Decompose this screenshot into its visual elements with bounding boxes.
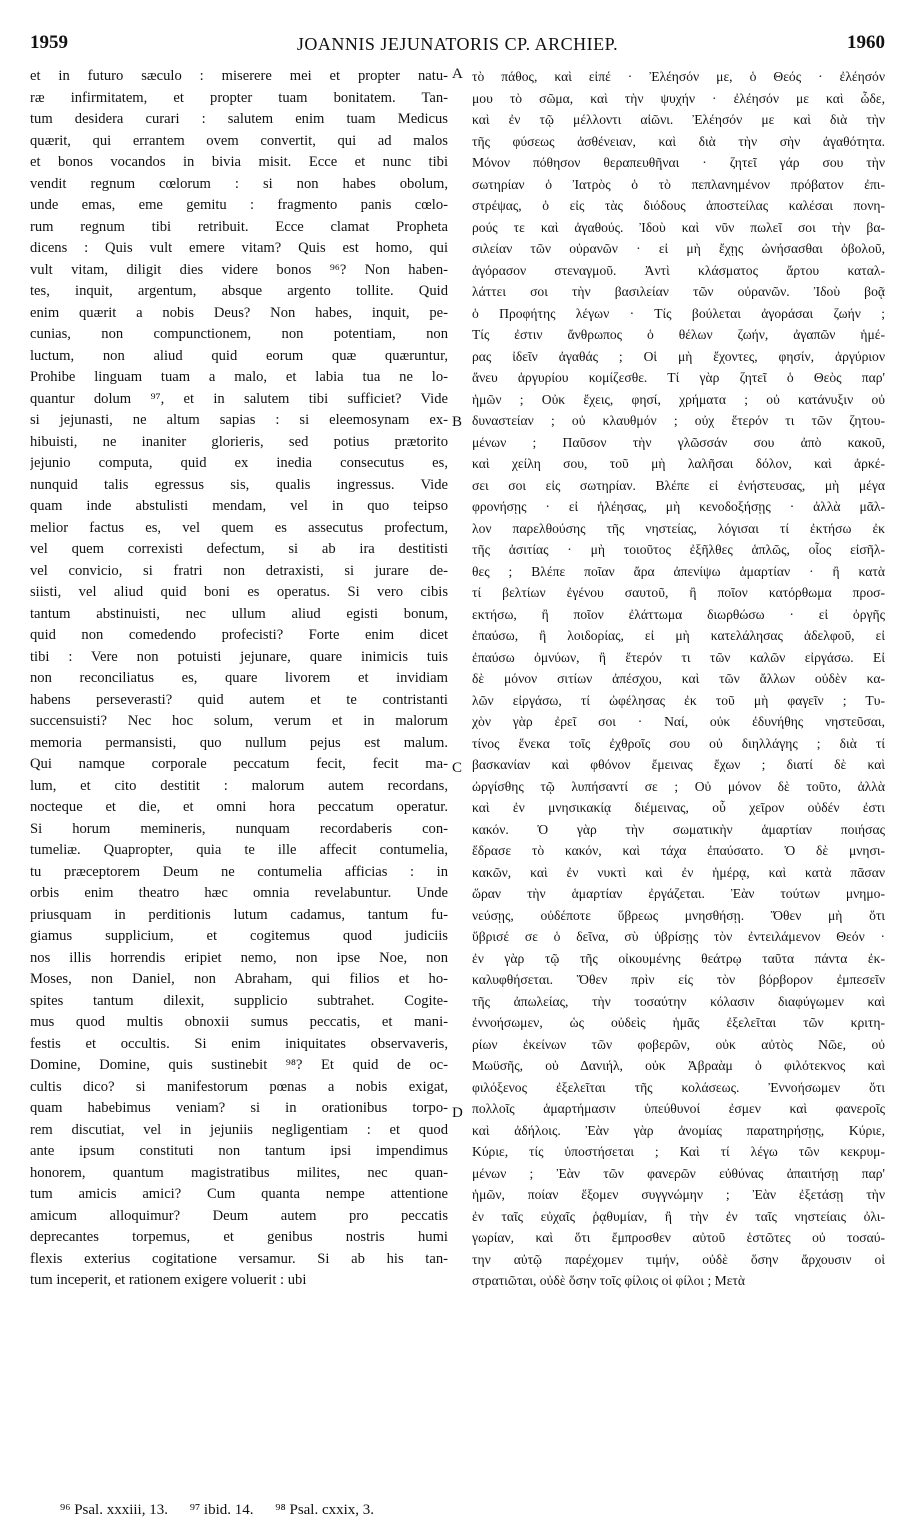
- greek-text-line: καὶ ἀδήλοις. Ἐὰν γὰρ ἀνομίας παρατηρήσῃς, Κύριε,: [472, 1122, 885, 1138]
- greek-text-line: ὕβρισέ σε ὁ δεῖνα, σὺ ὑβρίσῃς τὸν ἐντειλάμενον Θεόν ·: [472, 929, 885, 944]
- greek-text-line: στρατιῶται, οὐδὲ ὅσην τοῖς φίλοις οἱ φίλοι ; Μετὰ: [472, 1273, 746, 1288]
- latin-text-line: nocteque et die, et omni hora peccatum operatur.: [30, 799, 448, 815]
- latin-text-line: unde emas, eme gemitu : fragmento panis cœlo-: [30, 197, 448, 213]
- latin-text-line: et bonos vocandos in bivia misit. Ecce et nunc tibi: [30, 154, 448, 170]
- greek-text-line: ὠργίσθης τῷ λυπήσαντί σε ; Οὐ μόνον δὲ τοῦτο, ἀλλὰ: [472, 778, 885, 794]
- greek-text-line: μένων ; Ἐὰν τῶν φανερῶν εὐθύνας ἀπαιτήσῃ παρ': [472, 1165, 885, 1181]
- greek-text-line: πολλοῖς ἁμαρτήμασιν ὑπεύθυνοί ἐσμεν καὶ φανεροῖς: [472, 1101, 885, 1116]
- margin-marker-a: A: [452, 66, 463, 82]
- greek-text-line: φρονήσῃς · εἰ ἠλέησας, μὴ κενοδοξήσῃς · ἀλλὰ μᾶλ-: [472, 499, 885, 514]
- latin-text-line: lum, et cito destitit : malorum autem recordans,: [30, 777, 448, 794]
- greek-text-line: τίνος ἕνεκα τοῖς ἐχθροῖς σου οὐ διηλλάγης ; διὰ τί: [472, 735, 885, 751]
- latin-text-line: tum inceperit, et rationem exigere voluerit : ubi: [30, 1272, 307, 1288]
- latin-text-line: jejunio computa, quid ex inedia consecutus es,: [30, 455, 448, 471]
- greek-text-line: ἄνευ ἀργυρίου κομίζεσθε. Τί γὰρ ζητεῖ ὁ Θεὸς παρ': [472, 370, 885, 385]
- greek-text-line: ὁ Προφήτης λέγων · Τίς βούλεται ἀγοράσαι ζωήν ;: [472, 305, 885, 321]
- greek-text-line: ἔδρασε τὸ κακόν, καὶ τάχα ἐπαύσατο. Ὁ δὲ μνησι-: [472, 843, 885, 858]
- latin-text-line: memoria permansisti, quo nullum pejus est malum.: [30, 734, 448, 751]
- latin-text-line: enim quærit a nobis Deus? Non habes, inquit, pe-: [30, 304, 448, 321]
- margin-marker-d: D: [452, 1105, 463, 1121]
- footnote-97: ⁹⁷ ibid. 14.: [189, 1502, 254, 1518]
- greek-text-line: καὶ ἐν μνησικακίᾳ διέμεινας, οὗ χεῖρον οὐδέν ἐστι: [472, 800, 885, 815]
- greek-text-line: ἐν ταῖς εὐχαῖς ῥᾳθυμίαν, ἢ τὴν ἐν ταῖς νηστείαις ὀλι-: [472, 1208, 885, 1224]
- running-title: JOANNIS JEJUNATORIS CP. ARCHIEP.: [296, 34, 619, 54]
- latin-text-line: quid non comedendo profecisti? Forte enim dicet: [30, 627, 448, 643]
- greek-text-line: καλυφθήσεται. Ὅθεν πρὶν εἰς τὸν βόρβορον ἐμπεσεῖν: [472, 972, 885, 987]
- greek-text-line: ρίων ἐκείνων τῶν φοβερῶν, οὐκ αὐτὸς Νῶε, οὐ: [472, 1036, 885, 1052]
- latin-text-line: giamus supplicium, et cogitemus quod judiciis: [30, 928, 448, 944]
- latin-text-line: cunias, non compunctionem, non potentiam, non: [30, 326, 448, 342]
- greek-text-line: εκτήσω, ἢ ποῖον ἐλάττωμα διωρθώσω · εἰ ὀργῆς: [472, 606, 885, 622]
- latin-text-line: honorem, quantum magistratibus milites, nec quan-: [30, 1164, 448, 1181]
- latin-text-line: ante ipsum constituti non tantum ipsi impendimus: [30, 1143, 448, 1159]
- greek-column: [472, 66, 885, 1292]
- latin-text-line: nos illis horrendis eripiet nemo, non ipse Noe, non: [30, 949, 448, 966]
- greek-text-line: καὶ χείλη σου, τοῦ μὴ λαλῆσαι δόλον, καὶ ἀρκέ-: [472, 456, 885, 471]
- greek-text-line: ἐννοήσωμεν, ὡς οὐδεὶς ἡμᾶς ἐξελεῖται τῶν κριτη-: [472, 1015, 885, 1030]
- greek-text-line: την αὐτῷ παρέχομεν τιμήν, οὐδὲ ὅσην ἄρχουσιν οἱ: [472, 1251, 885, 1267]
- greek-text-line: Τίς ἐστιν ἄνθρωπος ὁ θέλων ζωήν, ἀγαπῶν ἡμέ-: [472, 327, 885, 342]
- latin-text-line: Prohibe linguam tuam a malo, et labia tua ne lo-: [30, 369, 448, 385]
- latin-text-line: vel convicio, si fratri non detraxisti, si jurare de-: [30, 562, 448, 579]
- greek-text-line: στρέψας, ὁ εἰς τὰς διόδους ἀποστείλας καλέσαι πονη-: [472, 198, 885, 213]
- greek-text-line: θες ; Βλέπε ποῖαν ἄρα ἀπενίψω ἁμαρτίαν · ἢ κατὰ: [472, 563, 885, 579]
- latin-column: [30, 66, 448, 1292]
- latin-text-line: rum regnum tibi retribuit. Ecce clamat Propheta: [30, 218, 448, 235]
- greek-text-line: φιλόξενος ἐξελεῖται τῆς κολάσεως. Ἐννοήσωμεν ὅτι: [472, 1079, 885, 1095]
- latin-text-line: Si horum memineris, nunquam recordaberis con-: [30, 820, 448, 837]
- greek-text-line: σιλείαν τῶν οὐρανῶν · εἰ μὴ ἔχῃς ὠνήσασθαι ὀβολοῦ,: [472, 241, 885, 256]
- latin-text-line: amicum alloquimur? Deum autem pro peccatis: [30, 1207, 448, 1224]
- latin-text-line: mus quod multis obnoxii sumus peccatis, et mani-: [30, 1014, 448, 1030]
- greek-text-line: χὸν γὰρ ἐρεῖ σοι · Ναί, οὐκ ἐδυνήθης νηστεῦσαι,: [472, 714, 885, 729]
- latin-text-line: quam inde abstulisti mendam, vel in quo teipso: [30, 498, 448, 514]
- greek-text-line: τί βελτίων ἐγένου σαυτοῦ, ἢ ποῖον κατόρθωμα προσ-: [472, 585, 885, 600]
- greek-text-line: ἐπαύσω, ἢ λοιδορίας, εἰ μὴ κατελάλησας ἀδελφοῦ, εἰ: [472, 628, 885, 643]
- greek-text-line: δυναστείαν ; οὐ κλαυθμόν ; οὐχ ἕτερόν τι τῶν ζητου-: [472, 413, 885, 428]
- margin-marker-c: C: [452, 760, 463, 776]
- latin-text-line: spites tantum dilexit, supplicio subtrahet. Cogite-: [30, 992, 448, 1009]
- greek-text-line: ἐπαύσω ὀμνύων, ἢ ἕτερόν τι τῶν καλῶν εἰργάσω. Εἰ: [472, 649, 885, 665]
- margin-marker-b: B: [452, 414, 463, 430]
- latin-text-line: ræ infirmitatem, et propter tuam bonitatem. Tan-: [30, 89, 448, 106]
- latin-text-line: vult vitam, diligit dies videre bonos ⁹⁶? Non haben-: [30, 261, 448, 278]
- latin-text-line: luctum, non aliud quid eorum quæ quæruntur,: [30, 347, 448, 364]
- greek-text-line: λῶν εἰργάσω, τί ὠφέλησας ἐκ τοῦ μὴ φαγεῖν ; Τυ-: [472, 692, 885, 708]
- greek-text-line: τῆς φύσεως ἀσθένειαν, καὶ διὰ τὴν σὴν ἀγαθότητα.: [472, 133, 885, 149]
- greek-text-line: βασκανίαν καὶ φθόνον ἔμεινας ἔχων ; διατί δὲ καὶ: [472, 757, 885, 772]
- latin-text-line: quantur dolum ⁹⁷, et in salutem tibi sufficiet? Vide: [30, 390, 448, 407]
- greek-text-line: Κύριε, τίς ὑποστήσεται ; Καὶ τί λέγω τῶν κεκρυμ-: [472, 1144, 885, 1159]
- page-number-left: 1959: [30, 32, 68, 53]
- latin-text-line: tum desidera curari : salutem enim tuam Medicus: [30, 111, 448, 127]
- latin-text-line: tantum abstinuisti, nec ullum aliud egisti bonum,: [30, 605, 448, 622]
- greek-text-line: ρούς τε καὶ ἀγαθούς. Ἰδοὺ καὶ νῦν πωλεῖ σοι τὴν βα-: [472, 219, 885, 235]
- greek-text-line: Μωϋσῆς, οὐ Δανιήλ, οὐκ Ἀβραὰμ ὁ φιλότεκνος καὶ: [472, 1058, 885, 1073]
- footnote-98: ⁹⁸ Psal. cxxix, 3.: [275, 1502, 375, 1518]
- greek-text-line: ἡμῶν, ποίαν ἕξομεν συγγνώμην ; Ἐὰν ἐξετάσῃ τὴν: [472, 1187, 885, 1202]
- latin-text-line: melior factus es, vel quem es assecutus profectum,: [30, 519, 448, 536]
- greek-text-line: τὸ πάθος, καὶ εἰπέ · Ἐλέησόν με, ὁ Θεός · ἐλέησόν: [472, 69, 885, 84]
- greek-text-line: σωτηρίαν ὁ Ἰατρὸς ὁ τὸ πεπλανημένον πρόβατον ἐπι-: [472, 176, 885, 192]
- latin-text-line: orbis enim theatro hæc omnia revelabuntur. Unde: [30, 885, 448, 901]
- latin-text-line: quam habebimus veniam? si in orationibus torpo-: [30, 1100, 448, 1116]
- greek-text-line: δὲ μόνον σιτίων ἀπέσχου, καὶ τῶν ἄλλων οὐδὲν κα-: [472, 671, 885, 686]
- greek-text-line: κακόν. Ὁ γὰρ τὴν σωματικὴν ἁμαρτίαν ποιήσας: [472, 821, 885, 837]
- latin-text-line: non reconciliatus es, quare livorem et invidiam: [30, 670, 448, 686]
- page-number-right: 1960: [847, 32, 885, 53]
- greek-text-line: λον παρελθούσης τῆς νηστείας, λόγισαι τί ἐκτήσω ἐκ: [472, 520, 885, 536]
- greek-text-line: γωρίαν, καὶ ὅτι ἔμπροσθεν αὐτοῦ ἑστῶτες οὐ τοσαύ-: [472, 1230, 885, 1245]
- page-header: [30, 32, 885, 62]
- greek-text-line: Μόνον πόθησον θεραπευθῆναι · ζητεῖ γάρ σου τὴν: [472, 155, 885, 170]
- greek-text-line: τῆς ἀπωλείας, τὴν τοσαύτην κόλασιν διαφύγωμεν καὶ: [472, 993, 885, 1009]
- greek-text-line: μου τὸ σῶμα, καὶ τὴν ψυχήν · ἐλέησόν με καὶ ὧδε,: [472, 90, 885, 106]
- latin-text-line: tibi : Vere non potuisti jejunare, quare inimicis tuis: [30, 648, 448, 665]
- latin-text-line: hibuisti, ne inaniter glorieris, sed potius prætorito: [30, 433, 448, 450]
- latin-text-line: habens perseverasti? quid autem et te contristanti: [30, 691, 448, 708]
- footnotes: [60, 1502, 760, 1519]
- latin-text-line: festis et occultis. Si enim iniquitates observaveris,: [30, 1035, 448, 1052]
- latin-text-line: tu præceptorem Deum ne contumelia afficias : in: [30, 863, 448, 880]
- latin-text-line: si jejunasti, ne altum sapias : si eleemosynam ex-: [30, 412, 448, 428]
- latin-text-line: rem discutiat, vel in jejuniis negligentiam : et quod: [30, 1121, 448, 1138]
- latin-text-line: Domine, Domine, quis sustinebit ⁹⁸? Et quid de oc-: [30, 1057, 448, 1073]
- latin-text-line: siisti, vel aliud quid boni es operatus. Si vero cibis: [30, 584, 448, 600]
- latin-text-line: et in futuro sæculo : miserere mei et propter natu-: [30, 68, 448, 84]
- latin-text-line: dicens : Quis vult emere vitam? Quis est homo, qui: [30, 240, 448, 256]
- latin-text-line: succensuisti? Nec hoc solum, verum et in malorum: [30, 713, 448, 729]
- greek-text-line: μένων ; Παῦσον τὴν γλῶσσάν σου ἀπὸ κακοῦ,: [472, 434, 885, 450]
- greek-text-line: τῆς ἀσιτίας · μὴ τοιοῦτος ἐξῆλθες ἁπλῶς, οἷος εἰσῆλ-: [472, 542, 885, 557]
- greek-text-line: σει σοι εἰς σωτηρίαν. Βλέπε εἰ ἐνήστευσας, μὴ μέγα: [472, 477, 885, 493]
- latin-text-line: tumeliæ. Quapropter, quia te ille affecit contumelia,: [30, 842, 448, 858]
- greek-text-line: λάττει σοι τὴν βασιλείαν τῶν οὐρανῶν. Ἰδοὺ βοᾷ: [472, 284, 885, 299]
- latin-text-line: vel quem correxisti defectum, si ab ira destitisti: [30, 541, 448, 557]
- greek-text-line: καὶ ἐν τῷ μέλλοντι αἰῶνι. Ἐλέησόν με καὶ διὰ τὴν: [472, 112, 885, 127]
- latin-text-line: quærit, qui errantem ovem convertit, qui ad malos: [30, 132, 448, 149]
- latin-text-line: tes, inquit, argentum, absque argento tollite. Quid: [30, 283, 448, 299]
- greek-text-line: ἀγόρασον στεναγμοῦ. Ἀντὶ κλάσματος ἄρτου καταλ-: [472, 262, 885, 278]
- latin-text-line: Moses, non Daniel, non Abraham, qui filios et ho-: [30, 971, 448, 987]
- greek-text-line: ἐν γὰρ τῷ τῆς οἰκουμένης θεάτρῳ ταῦτα πάντα ἐκ-: [472, 950, 885, 966]
- latin-text-line: flexis exterius cogitatione versamur. Si ab his tan-: [30, 1250, 448, 1267]
- greek-text-line: ἡμῶν ; Οὐκ ἔχεις, φησί, χρήματα ; οὐ κατάνυξιν οὐ: [472, 391, 885, 407]
- latin-text-line: Qui namque corporale peccatum fecit, fecit ma-: [30, 756, 448, 772]
- greek-text-line: νεύσῃς, οὐδέποτε ὕβρεως μνησθήσῃ. Ὅθεν μὴ ὅτι: [472, 907, 885, 923]
- greek-text-line: ρας ἰδεῖν ἀγαθάς ; Οἱ μὴ ἔχοντες, φησίν, ἀργύριον: [472, 348, 885, 364]
- latin-text-line: vendit regnum cœlorum : si non habes obolum,: [30, 175, 448, 192]
- latin-text-line: nunquid talis egressus sis, qualis ingressus. Vide: [30, 476, 448, 493]
- greek-text-line: κακῶν, καὶ ἐν νυκτὶ καὶ ἐν ἡμέρᾳ, καὶ κατὰ πᾶσαν: [472, 864, 885, 880]
- latin-text-line: cultis dico? si manifestorum pœnas a nobis exigat,: [30, 1078, 448, 1095]
- latin-text-line: priusquam in perditionis lutum cadamus, tantum fu-: [30, 906, 448, 923]
- latin-text-line: tum amicis amici? Cum quanta nempe attentione: [30, 1186, 448, 1202]
- greek-text-line: ὥραν τὴν ἁμαρτίαν ἐργάζεται. Ἐὰν τούτων μνημο-: [472, 886, 885, 901]
- latin-text-line: deprecantes torpemus, et genibus nostris humi: [30, 1229, 448, 1245]
- footnote-96: ⁹⁶ Psal. xxxiii, 13.: [60, 1502, 168, 1518]
